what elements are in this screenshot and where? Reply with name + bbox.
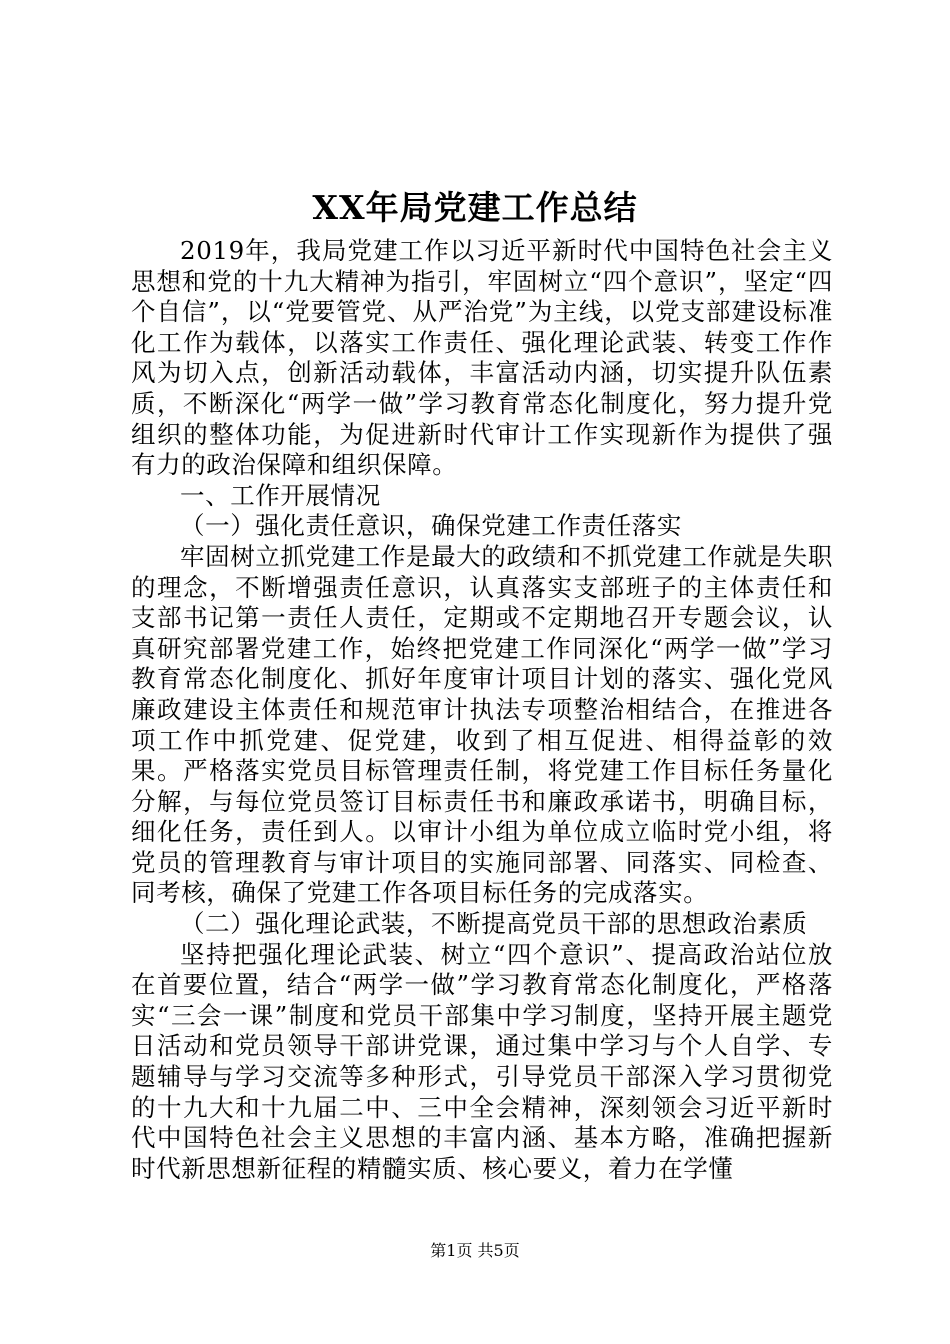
paragraph-intro: 2019年，我局党建工作以习近平新时代中国特色社会主义思想和党的十九大精神为指引，牢固树立“四个意识”，坚定“四个自信”，以“党要管党、从严治党”为主线，以党支部建设标准化工作为载体，以落实工作责任、强化理论武装、转变工作作风为切入点，创新活动载体，丰富活动内涵，切实提升队伍素质，不断深化“两学一做”学习教育常态化制度化，努力提升党组织的整体功能，为促进新时代审计工作实现新作为提供了强有力的政治保障和组织保障。 <box>131 236 833 480</box>
paragraph-responsibility: 牢固树立抓党建工作是最大的政绩和不抓党建工作就是失职的理念，不断增强责任意识，认真落实支部班子的主体责任和支部书记第一责任人责任，定期或不定期地召开专题会议，认真研究部署党建工作，始终把党建工作同深化“两学一做”学习教育常态化制度化、抓好年度审计项目计划的落实、强化党风廉政建设主体责任和规范审计执法专项整治相结合，在推进各项工作中抓党建、促党建，收到了相互促进、相得益彰的效果。严格落实党员目标管理责任制，将党建工作目标任务量化分解，与每位党员签订目标责任书和廉政承诺书，明确目标，细化任务，责任到人。以审计小组为单位成立临时党小组，将党员的管理教育与审计项目的实施同部署、同落实、同检查、同考核，确保了党建工作各项目标任务的完成落实。 <box>131 541 833 908</box>
document-title: XX年局党建工作总结 <box>312 188 638 227</box>
subsection-heading-2: （二）强化理论武装，不断提高党员干部的思想政治素质 <box>180 909 808 939</box>
document-body <box>131 236 833 1184</box>
page-number-footer: 第1页 共5页 <box>430 1241 520 1260</box>
subsection-heading-1: （一）强化责任意识，确保党建工作责任落实 <box>180 511 682 541</box>
section-heading: 一、工作开展情况 <box>180 480 381 510</box>
paragraph-theory: 坚持把强化理论武装、树立“四个意识”、提高政治站位放在首要位置，结合“两学一做”学习教育常态化制度化，严格落实“三会一课”制度和党员干部集中学习制度，坚持开展主题党日活动和党员领导干部讲党课，通过集中学习与个人自学、专题辅导与学习交流等多种形式，引导党员干部深入学习贯彻党的十九大和十九届二中、三中全会精神，深刻领会习近平新时代中国特色社会主义思想的丰富内涵、基本方略，准确把握新时代新思想新征程的精髓实质、核心要义，着力在学懂 <box>131 939 833 1183</box>
